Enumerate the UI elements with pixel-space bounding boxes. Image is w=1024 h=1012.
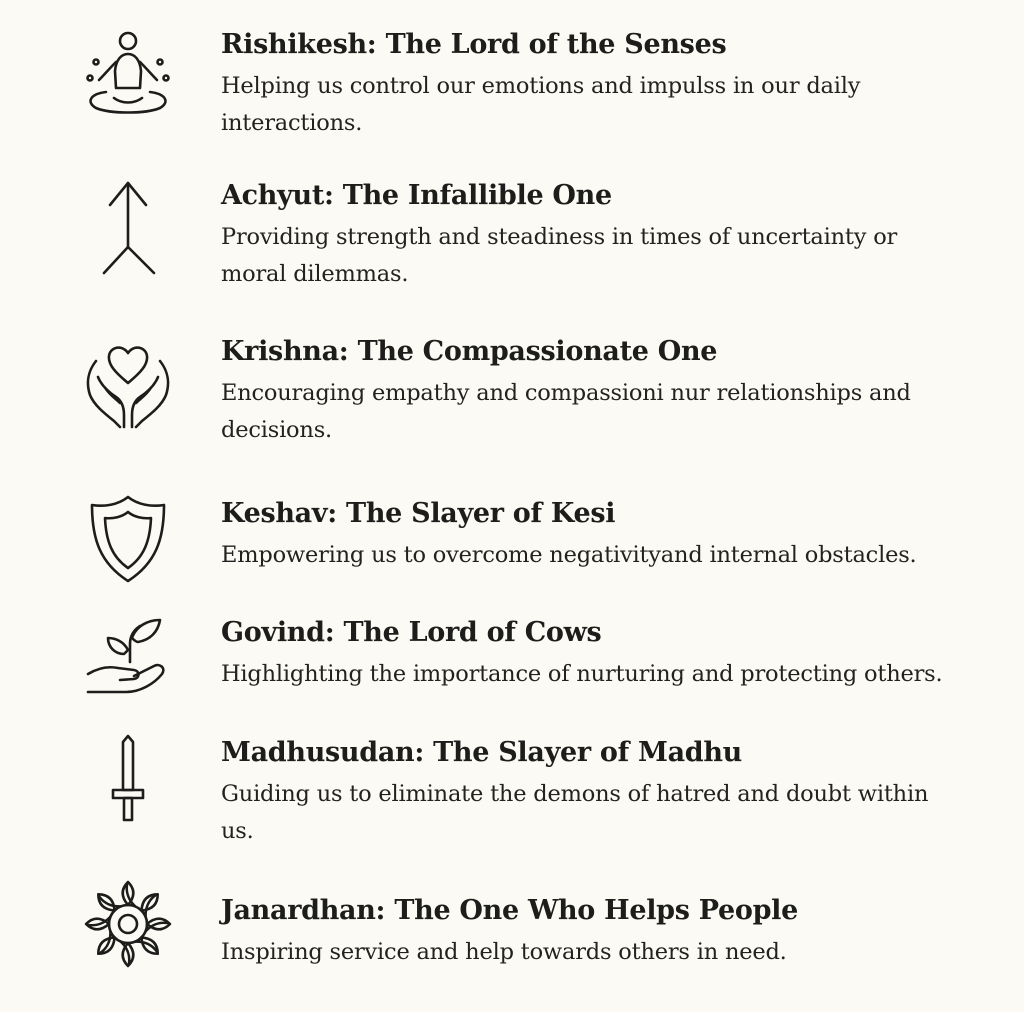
item-description: Providing strength and steadiness in times of uncertainty or moral dilemmas.: [221, 224, 898, 287]
meditation-icon: [76, 24, 180, 128]
upward-arrow-icon: [76, 175, 180, 279]
heart-in-hands-icon: [76, 331, 180, 435]
sprout-in-hand-icon: [76, 612, 180, 716]
item-text: [221, 616, 961, 693]
item-description: Inspiring service and help towards others in need.: [221, 939, 787, 965]
item-title: Achyut: The Infallible One: [221, 180, 612, 211]
item-text: [221, 179, 961, 293]
item-text: [221, 28, 961, 142]
item-text: [221, 894, 961, 971]
item-title: Govind: The Lord of Cows: [221, 617, 602, 648]
item-text: [221, 497, 961, 574]
item-title: Keshav: The Slayer of Kesi: [221, 498, 616, 529]
item-title: Madhusudan: The Slayer of Madhu: [221, 737, 743, 768]
item-title: Janardhan: The One Who Helps People: [221, 895, 799, 926]
item-description: Highlighting the importance of nurturing and protecting others.: [221, 661, 943, 687]
shield-icon: [76, 487, 180, 591]
item-text: [221, 736, 961, 850]
item-text: [221, 335, 961, 449]
item-description: Guiding us to eliminate the demons of hatred and doubt within us.: [221, 781, 929, 844]
item-description: Encouraging empathy and compassioni nur relationships and decisions.: [221, 380, 911, 443]
item-description: Empowering us to overcome negativityand internal obstacles.: [221, 542, 917, 568]
item-title: Krishna: The Compassionate One: [221, 336, 718, 367]
item-description: Helping us control our emotions and impulss in our daily interactions.: [221, 73, 861, 136]
item-title: Rishikesh: The Lord of the Senses: [221, 29, 727, 60]
sword-icon: [76, 728, 180, 832]
lotus-flower-icon: [76, 872, 180, 976]
